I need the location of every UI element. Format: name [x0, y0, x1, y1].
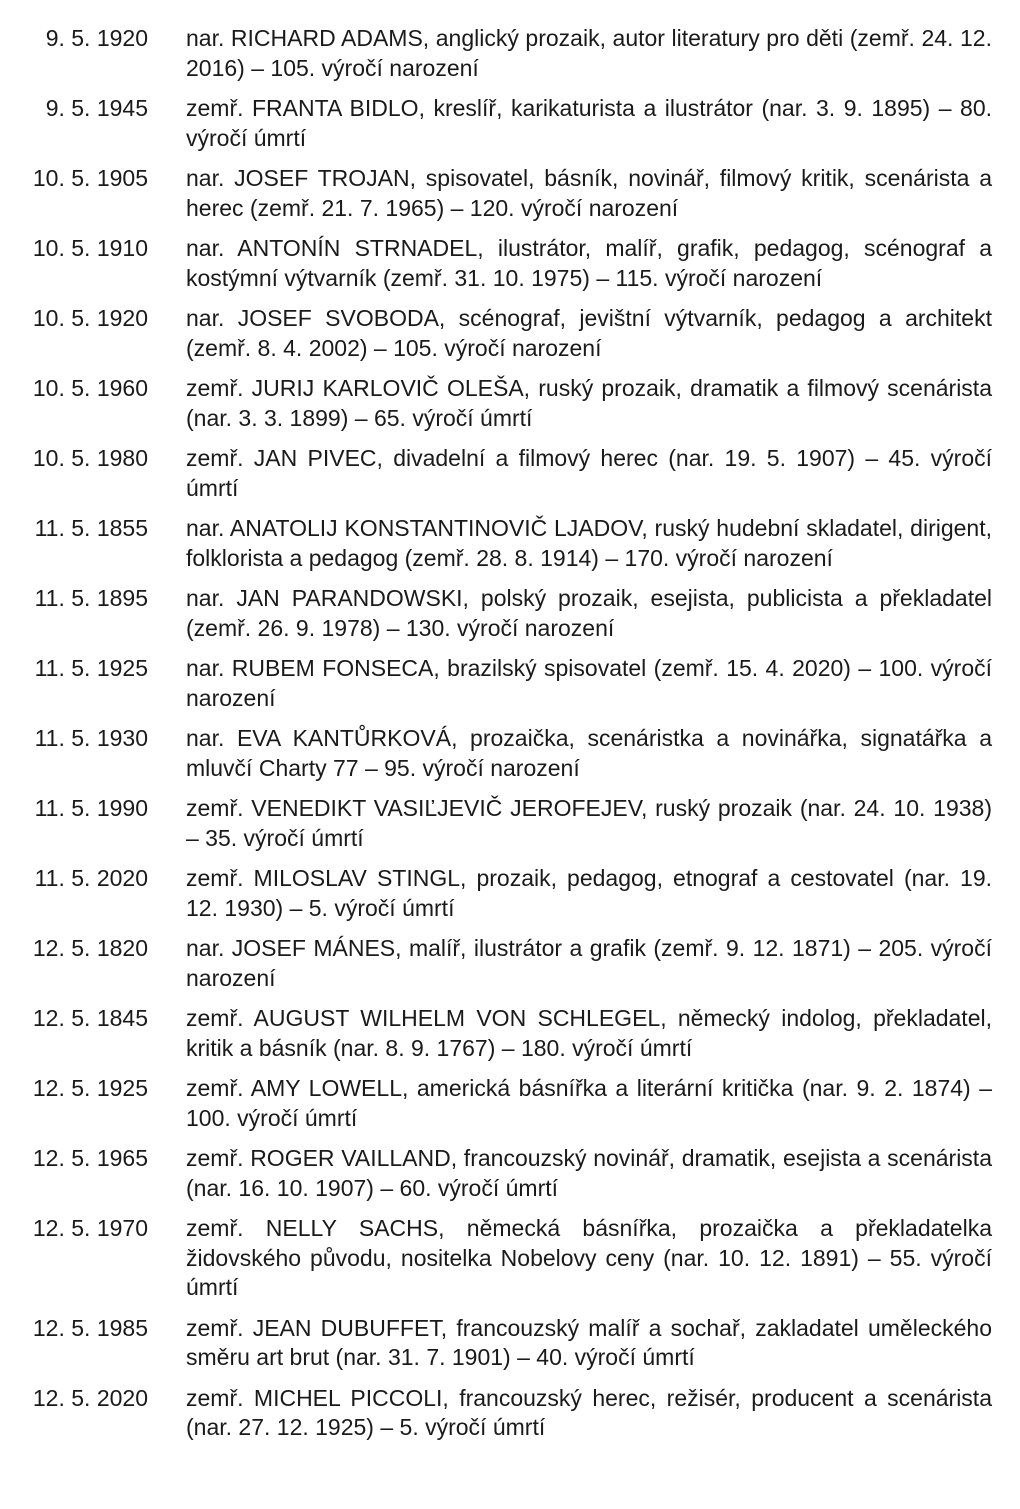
- entry-text: zemř. JAN PIVEC, divadelní a filmový herec (nar. 19. 5. 1907) – 45. výročí úmrtí: [186, 445, 992, 501]
- entry-date: 10. 5. 1910: [32, 235, 148, 261]
- entry-text: nar. JOSEF MÁNES, malíř, ilustrátor a grafik (zemř. 9. 12. 1871) – 205. výročí narození: [186, 935, 992, 991]
- entry-text: zemř. MILOSLAV STINGL, prozaik, pedagog, etnograf a cestovatel (nar. 19. 12. 1930) – 5. výročí úmrtí: [186, 865, 992, 921]
- anniversary-entry: [0, 1004, 1020, 1063]
- entry-text: nar. RUBEM FONSECA, brazilský spisovatel (zemř. 15. 4. 2020) – 100. výročí narození: [186, 655, 992, 711]
- entry-date: 10. 5. 1980: [32, 445, 148, 471]
- entry-date: 11. 5. 1990: [34, 795, 148, 821]
- entry-date: 12. 5. 1820: [32, 935, 148, 961]
- entry-text: nar. RICHARD ADAMS, anglický prozaik, autor literatury pro děti (zemř. 24. 12. 2016) – 105. výročí narození: [186, 25, 992, 81]
- entry-text: nar. JOSEF SVOBODA, scénograf, jevištní výtvarník, pedagog a architekt (zemř. 8. 4. 2002) – 105. výročí narození: [186, 305, 992, 361]
- entry-date: 9. 5. 1945: [45, 95, 148, 121]
- anniversary-list: [0, 24, 1020, 1454]
- entry-date: 9. 5. 1920: [45, 25, 148, 51]
- entry-date: 10. 5. 1960: [32, 375, 148, 401]
- entry-date: 10. 5. 1905: [32, 165, 148, 191]
- anniversary-entry: [0, 654, 1020, 713]
- entry-text: nar. JAN PARANDOWSKI, polský prozaik, esejista, publicista a překladatel (zemř. 26. 9. 1978) – 130. výročí narození: [186, 585, 992, 641]
- anniversary-entry: [0, 1314, 1020, 1373]
- entry-text: zemř. VENEDIKT VASIĽJEVIČ JEROFEJEV, ruský prozaik (nar. 24. 10. 1938) – 35. výročí úmrtí: [186, 795, 992, 851]
- entry-date: 11. 5. 1895: [34, 585, 148, 611]
- entry-text: nar. ANTONÍN STRNADEL, ilustrátor, malíř, grafik, pedagog, scénograf a kostýmní výtvarník (zemř. 31. 10. 1975) – 115. výročí narození: [186, 235, 992, 291]
- entry-text: zemř. AMY LOWELL, americká básnířka a literární kritička (nar. 9. 2. 1874) – 100. výročí úmrtí: [186, 1075, 992, 1131]
- entry-date: 10. 5. 1920: [32, 305, 148, 331]
- entry-text: nar. EVA KANTŮRKOVÁ, prozaička, scenáristka a novinářka, signatářka a mluvčí Charty 77 – 95. výročí narození: [186, 725, 992, 781]
- entry-text: zemř. ROGER VAILLAND, francouzský novinář, dramatik, esejista a scenárista (nar. 16. 10. 1907) – 60. výročí úmrtí: [186, 1145, 992, 1201]
- entry-date: 12. 5. 1925: [32, 1075, 148, 1101]
- anniversary-entry: [0, 164, 1020, 223]
- entry-date: 11. 5. 1930: [34, 725, 148, 751]
- entry-date: 12. 5. 1985: [32, 1314, 148, 1341]
- anniversary-entry: [0, 1144, 1020, 1203]
- entry-date: 12. 5. 2020: [32, 1384, 148, 1411]
- entry-text: zemř. JEAN DUBUFFET, francouzský malíř a sochař, zakladatel uměleckého směru art brut (nar. 31. 7. 1901) – 40. výročí úmrtí: [186, 1314, 992, 1370]
- entry-text: zemř. FRANTA BIDLO, kreslíř, karikaturista a ilustrátor (nar. 3. 9. 1895) – 80. výročí úmrtí: [186, 95, 992, 151]
- anniversary-entry: [0, 444, 1020, 503]
- entry-date: 11. 5. 2020: [34, 865, 148, 891]
- entry-text: zemř. NELLY SACHS, německá básnířka, prozaička a překladatelka židovského původu, nositelka Nobelovy ceny (nar. 10. 12. 1891) – 55. výročí úmrtí: [186, 1215, 992, 1300]
- entry-date: 11. 5. 1855: [34, 515, 148, 541]
- entry-date: 11. 5. 1925: [34, 655, 148, 681]
- anniversary-entry: [0, 1214, 1020, 1303]
- anniversary-entry: [0, 934, 1020, 993]
- entry-date: 12. 5. 1965: [32, 1145, 148, 1171]
- entry-date: 12. 5. 1845: [32, 1005, 148, 1031]
- anniversary-entry: [0, 1384, 1020, 1443]
- anniversary-entry: [0, 234, 1020, 293]
- anniversary-entry: [0, 24, 1020, 83]
- entry-text: zemř. AUGUST WILHELM VON SCHLEGEL, německý indolog, překladatel, kritik a básník (nar. 8. 9. 1767) – 180. výročí úmrtí: [186, 1005, 992, 1061]
- anniversary-entry: [0, 374, 1020, 433]
- anniversary-entry: [0, 794, 1020, 853]
- anniversary-entry: [0, 724, 1020, 783]
- entry-text: zemř. MICHEL PICCOLI, francouzský herec, režisér, producent a scenárista (nar. 27. 12. 1925) – 5. výročí úmrtí: [186, 1384, 992, 1440]
- entry-text: zemř. JURIJ KARLOVIČ OLEŠA, ruský prozaik, dramatik a filmový scenárista (nar. 3. 3. 1899) – 65. výročí úmrtí: [186, 375, 992, 431]
- anniversary-entry: [0, 304, 1020, 363]
- anniversary-entry: [0, 864, 1020, 923]
- anniversary-entry: [0, 584, 1020, 643]
- entry-text: nar. JOSEF TROJAN, spisovatel, básník, novinář, filmový kritik, scenárista a herec (zemř. 21. 7. 1965) – 120. výročí narození: [186, 165, 992, 221]
- anniversary-entry: [0, 1074, 1020, 1133]
- anniversary-entry: [0, 514, 1020, 573]
- entry-date: 12. 5. 1970: [32, 1215, 148, 1241]
- entry-text: nar. ANATOLIJ KONSTANTINOVIČ LJADOV, ruský hudební skladatel, dirigent, folklorista a pedagog (zemř. 28. 8. 1914) – 170. výročí narození: [186, 515, 992, 571]
- anniversary-entry: [0, 94, 1020, 153]
